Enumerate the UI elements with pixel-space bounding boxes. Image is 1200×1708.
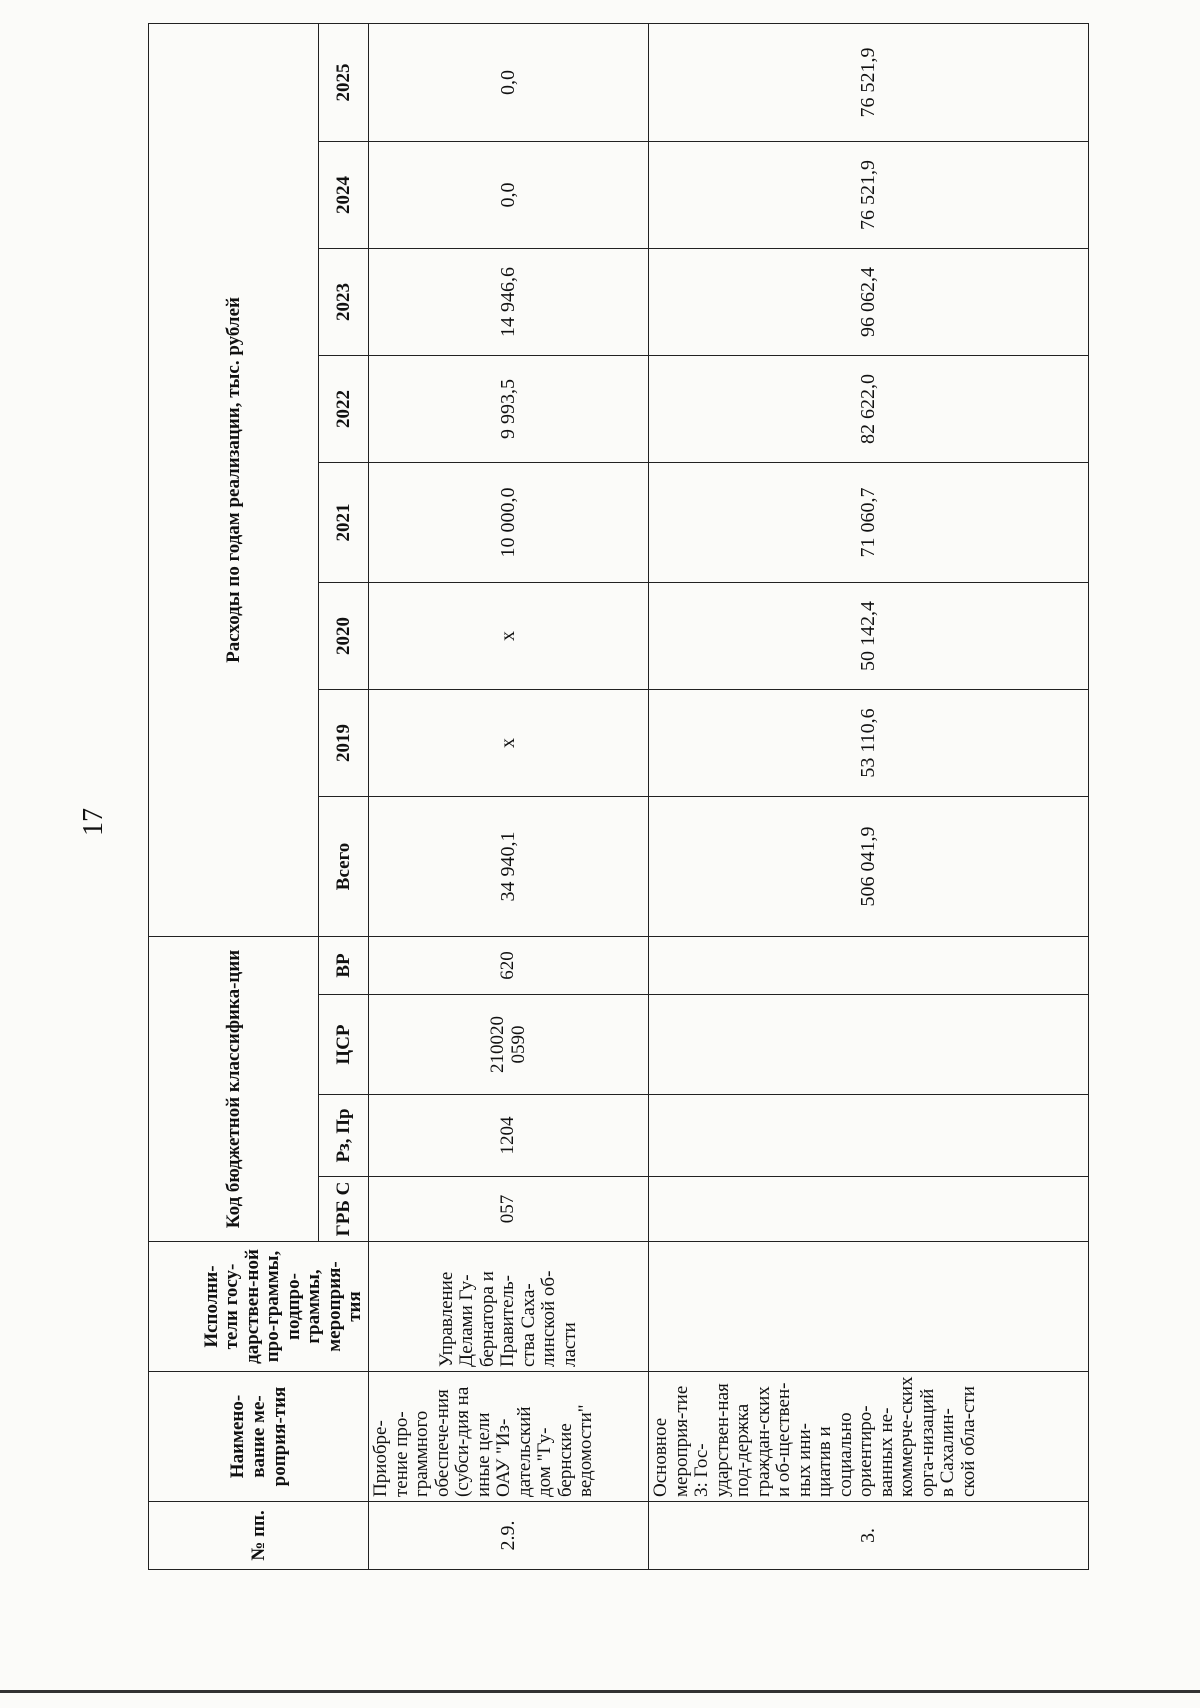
- header-vr: ВР: [319, 936, 369, 994]
- row-total: 506 041,9: [649, 796, 1089, 936]
- row-number: 2.9.: [369, 1502, 649, 1570]
- row-vr: [649, 936, 1089, 994]
- header-no: № пп.: [149, 1502, 369, 1570]
- row-grbs: 057: [369, 1177, 649, 1242]
- row-value-2024: 0,0: [369, 141, 649, 248]
- row-value-2019: x: [369, 689, 649, 796]
- row-csr: [649, 995, 1089, 1095]
- header-year-2021: 2021: [319, 462, 369, 582]
- header-executors: Исполни-тели госу-дарствен-ной про-граммы, подпро-граммы, мероприя-тия: [149, 1242, 369, 1372]
- table-row: [369, 23, 649, 1569]
- header-expenses: Расходы по годам реализации, тыс. рублей: [149, 23, 319, 936]
- row-value-2021: 10 000,0: [369, 462, 649, 582]
- row-value-2025: 0,0: [369, 23, 649, 141]
- row-rzpr: 1204: [369, 1095, 649, 1177]
- row-total: 34 940,1: [369, 796, 649, 936]
- header-year-2022: 2022: [319, 355, 369, 462]
- row-value-2019: 53 110,6: [649, 689, 1089, 796]
- row-value-2023: 96 062,4: [649, 248, 1089, 355]
- scan-edge-line: [0, 1690, 1200, 1693]
- header-rzpr: Рз, Пр: [319, 1095, 369, 1177]
- row-value-2020: 50 142,4: [649, 582, 1089, 689]
- header-total: Всего: [319, 796, 369, 936]
- row-value-2023: 14 946,6: [369, 248, 649, 355]
- row-number: 3.: [649, 1502, 1089, 1570]
- row-vr: 620: [369, 936, 649, 994]
- header-year-2019: 2019: [319, 689, 369, 796]
- rotated-table-frame: [148, 24, 1088, 1570]
- header-year-2024: 2024: [319, 141, 369, 248]
- row-value-2021: 71 060,7: [649, 462, 1089, 582]
- row-grbs: [649, 1177, 1089, 1242]
- row-rzpr: [649, 1095, 1089, 1177]
- row-executor: [649, 1242, 1089, 1372]
- row-value-2024: 76 521,9: [649, 141, 1089, 248]
- header-name: Наимено-вание ме-роприя-тия: [149, 1372, 369, 1502]
- row-csr: 210020 0590: [369, 995, 649, 1095]
- table-row: [649, 23, 1089, 1569]
- header-year-2020: 2020: [319, 582, 369, 689]
- budget-table: [148, 23, 1089, 1570]
- row-executor: Управление Делами Гу-бернатора и Правитель-ства Саха-линской об-ласти: [369, 1242, 649, 1372]
- row-value-2020: x: [369, 582, 649, 689]
- header-grbs: ГРБ С: [319, 1177, 369, 1242]
- row-value-2022: 9 993,5: [369, 355, 649, 462]
- header-csr: ЦСР: [319, 995, 369, 1095]
- header-budget-code: Код бюджетной классифика-ции: [149, 936, 319, 1241]
- row-name: Основное мероприя-тие 3: Гос-ударствен-ная под-держка граждан-ских и об-ществен-ных ини-циатив и социально ориентиро-ванных не-коммерче-ских орга-низаций в Сахалин-ской обла-сти: [649, 1372, 1089, 1502]
- row-name: Приобре-тение про-граммного обеспече-ния (субси-дия на иные цели ОАУ "Из-дательский дом "Гу-бернские ведомости": [369, 1372, 649, 1502]
- row-value-2025: 76 521,9: [649, 23, 1089, 141]
- page-number: 17: [78, 808, 109, 836]
- row-value-2022: 82 622,0: [649, 355, 1089, 462]
- header-year-2025: 2025: [319, 23, 369, 141]
- header-year-2023: 2023: [319, 248, 369, 355]
